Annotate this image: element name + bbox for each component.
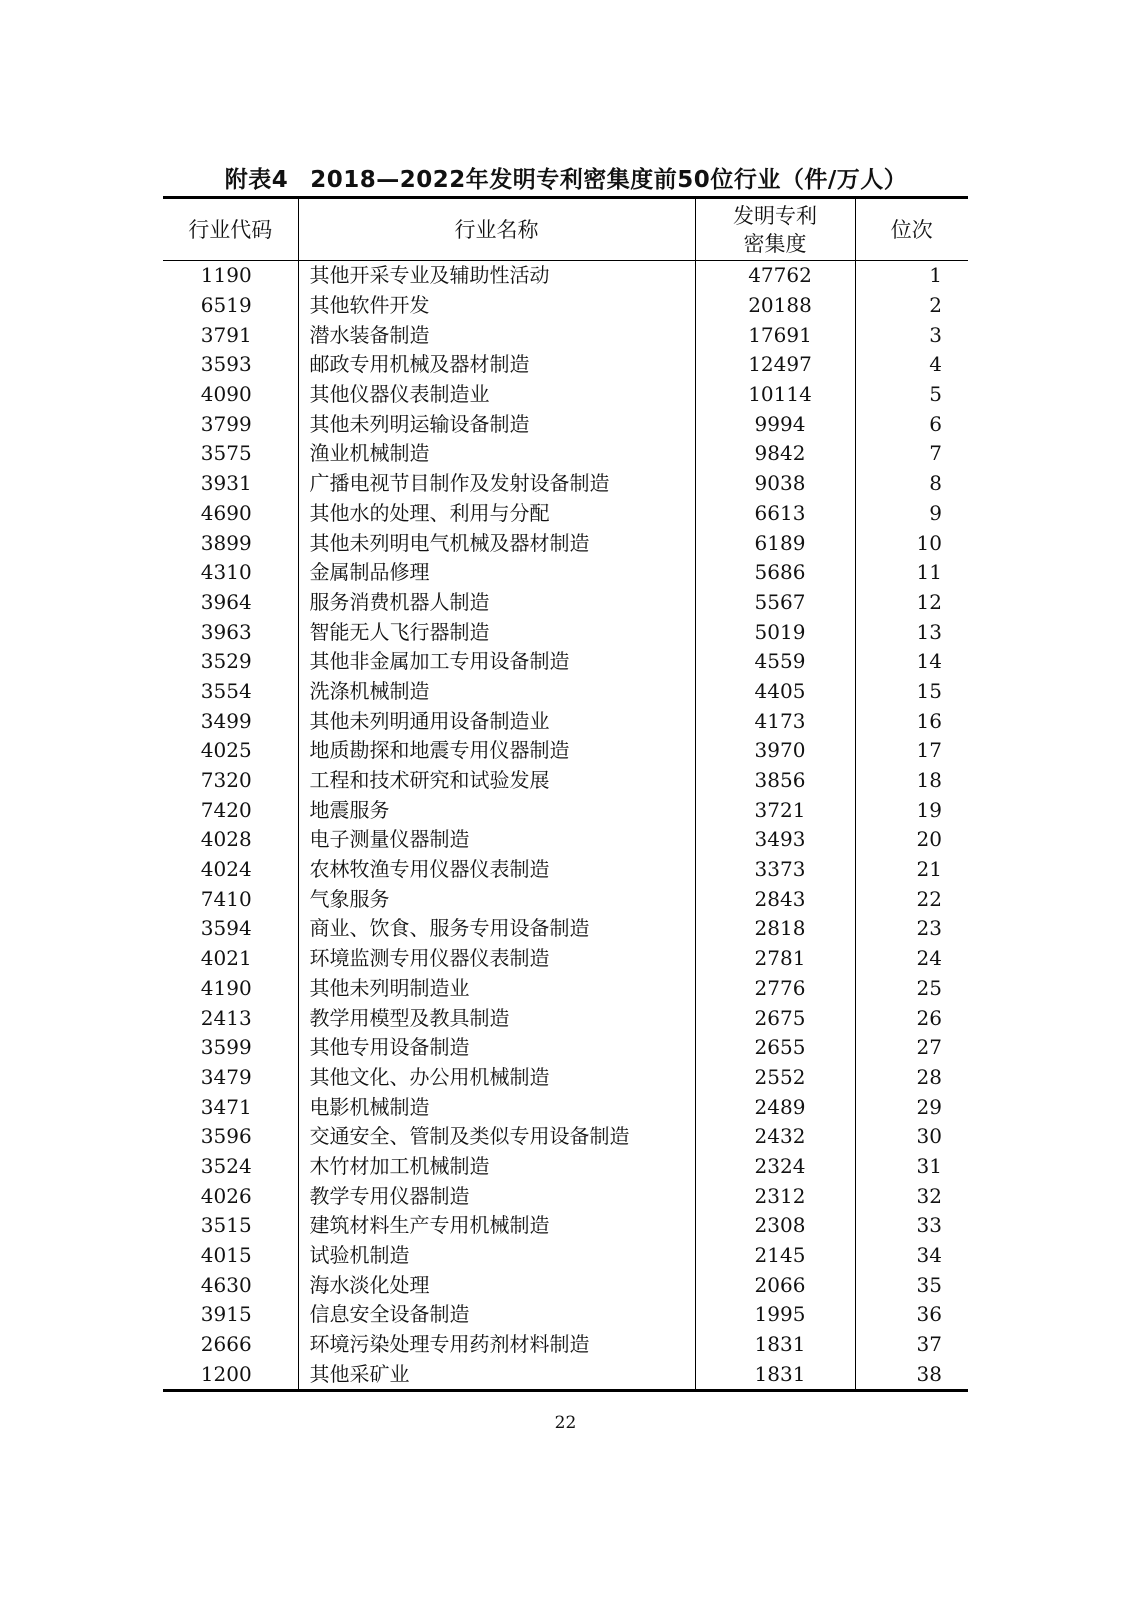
cell-patent-density: 2432 bbox=[695, 1122, 855, 1152]
cell-industry-name: 渔业机械制造 bbox=[298, 439, 695, 469]
table-title bbox=[160, 161, 972, 194]
cell-patent-density: 2843 bbox=[695, 884, 855, 914]
header-rank: 位次 bbox=[855, 198, 968, 261]
cell-industry-code: 3799 bbox=[163, 409, 298, 439]
cell-industry-code: 3915 bbox=[163, 1300, 298, 1330]
cell-rank: 33 bbox=[916, 1213, 942, 1238]
table-row bbox=[163, 499, 968, 529]
table-row bbox=[163, 914, 968, 944]
cell-rank: 29 bbox=[916, 1094, 942, 1119]
cell-industry-name: 服务消费机器人制造 bbox=[298, 588, 695, 618]
cell-rank: 1 bbox=[929, 263, 942, 288]
cell-patent-density: 2675 bbox=[695, 1003, 855, 1033]
cell-patent-density: 3721 bbox=[695, 795, 855, 825]
table-row bbox=[163, 588, 968, 618]
cell-industry-code: 3899 bbox=[163, 528, 298, 558]
cell-patent-density: 3493 bbox=[695, 825, 855, 855]
cell-patent-density: 5019 bbox=[695, 617, 855, 647]
cell-patent-density: 9842 bbox=[695, 439, 855, 469]
cell-industry-name: 农林牧渔专用仪器仪表制造 bbox=[298, 855, 695, 885]
cell-patent-density: 2308 bbox=[695, 1211, 855, 1241]
cell-industry-code: 3963 bbox=[163, 617, 298, 647]
cell-industry-code: 3931 bbox=[163, 469, 298, 499]
cell-industry-name: 电影机械制造 bbox=[298, 1092, 695, 1122]
cell-patent-density: 4559 bbox=[695, 647, 855, 677]
table-row bbox=[163, 528, 968, 558]
cell-rank: 5 bbox=[929, 382, 942, 407]
table-row bbox=[163, 1063, 968, 1093]
cell-industry-code: 4028 bbox=[163, 825, 298, 855]
cell-industry-code: 4024 bbox=[163, 855, 298, 885]
cell-industry-code: 3594 bbox=[163, 914, 298, 944]
table-row bbox=[163, 944, 968, 974]
table-row bbox=[163, 825, 968, 855]
cell-patent-density: 47762 bbox=[695, 261, 855, 291]
table-title-text: 2018—2022年发明专利密集度前50位行业（件/万人） bbox=[310, 167, 908, 193]
table-row bbox=[163, 795, 968, 825]
table-row bbox=[163, 261, 968, 291]
cell-patent-density: 1831 bbox=[695, 1359, 855, 1390]
cell-patent-density: 3970 bbox=[695, 736, 855, 766]
cell-patent-density: 1831 bbox=[695, 1330, 855, 1360]
cell-industry-code: 4310 bbox=[163, 558, 298, 588]
cell-industry-name: 智能无人飞行器制造 bbox=[298, 617, 695, 647]
cell-industry-name: 其他未列明通用设备制造业 bbox=[298, 706, 695, 736]
cell-industry-name: 地震服务 bbox=[298, 795, 695, 825]
cell-industry-name: 其他软件开发 bbox=[298, 291, 695, 321]
cell-industry-name: 其他文化、办公用机械制造 bbox=[298, 1063, 695, 1093]
cell-patent-density: 4405 bbox=[695, 677, 855, 707]
cell-rank: 18 bbox=[916, 768, 942, 793]
table-row bbox=[163, 736, 968, 766]
cell-industry-name: 教学专用仪器制造 bbox=[298, 1181, 695, 1211]
cell-industry-name: 地质勘探和地震专用仪器制造 bbox=[298, 736, 695, 766]
table-row bbox=[163, 380, 968, 410]
cell-industry-name: 交通安全、管制及类似专用设备制造 bbox=[298, 1122, 695, 1152]
header-patent-density-line2: 密集度 bbox=[743, 231, 807, 256]
cell-patent-density: 2655 bbox=[695, 1033, 855, 1063]
cell-industry-code: 1190 bbox=[163, 261, 298, 291]
cell-rank: 17 bbox=[916, 738, 942, 763]
cell-industry-name: 其他开采专业及辅助性活动 bbox=[298, 261, 695, 291]
cell-industry-code: 4015 bbox=[163, 1241, 298, 1271]
cell-rank: 3 bbox=[929, 322, 942, 347]
cell-industry-code: 3791 bbox=[163, 320, 298, 350]
cell-rank: 24 bbox=[916, 946, 942, 971]
table-row bbox=[163, 1211, 968, 1241]
table-body bbox=[163, 261, 968, 1391]
cell-patent-density: 2776 bbox=[695, 974, 855, 1004]
cell-rank: 16 bbox=[916, 708, 942, 733]
cell-industry-code: 3515 bbox=[163, 1211, 298, 1241]
cell-industry-code: 3479 bbox=[163, 1063, 298, 1093]
cell-patent-density: 3856 bbox=[695, 766, 855, 796]
cell-rank: 31 bbox=[916, 1153, 942, 1178]
table-row bbox=[163, 350, 968, 380]
cell-industry-name: 其他仪器仪表制造业 bbox=[298, 380, 695, 410]
cell-rank: 32 bbox=[916, 1183, 942, 1208]
table-row bbox=[163, 1270, 968, 1300]
cell-rank: 14 bbox=[916, 649, 942, 674]
cell-industry-name: 洗涤机械制造 bbox=[298, 677, 695, 707]
table-row bbox=[163, 439, 968, 469]
cell-industry-code: 4021 bbox=[163, 944, 298, 974]
header-patent-density-line1: 发明专利 bbox=[733, 203, 817, 228]
cell-rank: 35 bbox=[916, 1272, 942, 1297]
cell-industry-code: 4630 bbox=[163, 1270, 298, 1300]
table-row bbox=[163, 1330, 968, 1360]
table-row bbox=[163, 766, 968, 796]
cell-patent-density: 12497 bbox=[695, 350, 855, 380]
table-row bbox=[163, 1152, 968, 1182]
cell-rank: 36 bbox=[916, 1302, 942, 1327]
cell-industry-code: 3599 bbox=[163, 1033, 298, 1063]
cell-industry-code: 2666 bbox=[163, 1330, 298, 1360]
cell-industry-name: 其他水的处理、利用与分配 bbox=[298, 499, 695, 529]
cell-industry-code: 4026 bbox=[163, 1181, 298, 1211]
cell-patent-density: 2066 bbox=[695, 1270, 855, 1300]
table-row bbox=[163, 409, 968, 439]
cell-industry-name: 工程和技术研究和试验发展 bbox=[298, 766, 695, 796]
cell-patent-density: 2489 bbox=[695, 1092, 855, 1122]
table-row bbox=[163, 1181, 968, 1211]
cell-industry-name: 广播电视节目制作及发射设备制造 bbox=[298, 469, 695, 499]
cell-patent-density: 2818 bbox=[695, 914, 855, 944]
cell-rank: 19 bbox=[916, 797, 942, 822]
page-number: 22 bbox=[554, 1413, 577, 1433]
table-header-row bbox=[163, 198, 968, 261]
table-row bbox=[163, 855, 968, 885]
cell-rank: 26 bbox=[916, 1005, 942, 1030]
cell-industry-name: 邮政专用机械及器材制造 bbox=[298, 350, 695, 380]
cell-industry-name: 信息安全设备制造 bbox=[298, 1300, 695, 1330]
cell-industry-name: 气象服务 bbox=[298, 884, 695, 914]
cell-rank: 21 bbox=[916, 857, 942, 882]
cell-industry-name: 环境监测专用仪器仪表制造 bbox=[298, 944, 695, 974]
table-row bbox=[163, 320, 968, 350]
table-row bbox=[163, 1359, 968, 1390]
table-row bbox=[163, 617, 968, 647]
cell-rank: 7 bbox=[929, 441, 942, 466]
cell-industry-code: 7410 bbox=[163, 884, 298, 914]
table-row bbox=[163, 1033, 968, 1063]
cell-patent-density: 9038 bbox=[695, 469, 855, 499]
table-row bbox=[163, 291, 968, 321]
cell-industry-name: 海水淡化处理 bbox=[298, 1270, 695, 1300]
header-patent-density bbox=[695, 198, 855, 261]
table-row bbox=[163, 1300, 968, 1330]
cell-rank: 12 bbox=[916, 589, 942, 614]
cell-industry-code: 3596 bbox=[163, 1122, 298, 1152]
cell-patent-density: 4173 bbox=[695, 706, 855, 736]
table-row bbox=[163, 469, 968, 499]
cell-industry-code: 3529 bbox=[163, 647, 298, 677]
cell-rank: 25 bbox=[916, 975, 942, 1000]
cell-industry-code: 7320 bbox=[163, 766, 298, 796]
cell-patent-density: 5686 bbox=[695, 558, 855, 588]
table-row bbox=[163, 647, 968, 677]
cell-rank: 34 bbox=[916, 1243, 942, 1268]
cell-industry-code: 6519 bbox=[163, 291, 298, 321]
cell-industry-code: 7420 bbox=[163, 795, 298, 825]
cell-industry-code: 3554 bbox=[163, 677, 298, 707]
cell-patent-density: 6613 bbox=[695, 499, 855, 529]
cell-industry-name: 其他未列明制造业 bbox=[298, 974, 695, 1004]
cell-rank: 37 bbox=[916, 1332, 942, 1357]
cell-industry-name: 环境污染处理专用药剂材料制造 bbox=[298, 1330, 695, 1360]
cell-patent-density: 6189 bbox=[695, 528, 855, 558]
cell-rank: 28 bbox=[916, 1064, 942, 1089]
cell-industry-name: 电子测量仪器制造 bbox=[298, 825, 695, 855]
cell-patent-density: 3373 bbox=[695, 855, 855, 885]
table-row bbox=[163, 1003, 968, 1033]
cell-patent-density: 2781 bbox=[695, 944, 855, 974]
cell-rank: 11 bbox=[916, 560, 942, 585]
cell-industry-code: 3575 bbox=[163, 439, 298, 469]
cell-patent-density: 10114 bbox=[695, 380, 855, 410]
cell-industry-code: 3964 bbox=[163, 588, 298, 618]
cell-patent-density: 2145 bbox=[695, 1241, 855, 1271]
cell-rank: 22 bbox=[916, 886, 942, 911]
cell-rank: 30 bbox=[916, 1124, 942, 1149]
cell-patent-density: 9994 bbox=[695, 409, 855, 439]
cell-rank: 15 bbox=[916, 678, 942, 703]
cell-industry-code: 4190 bbox=[163, 974, 298, 1004]
cell-industry-name: 其他采矿业 bbox=[298, 1359, 695, 1390]
cell-industry-name: 潜水装备制造 bbox=[298, 320, 695, 350]
cell-industry-name: 教学用模型及教具制造 bbox=[298, 1003, 695, 1033]
table-row bbox=[163, 1241, 968, 1271]
cell-rank: 38 bbox=[916, 1361, 942, 1386]
cell-industry-code: 4090 bbox=[163, 380, 298, 410]
cell-patent-density: 20188 bbox=[695, 291, 855, 321]
cell-industry-name: 其他专用设备制造 bbox=[298, 1033, 695, 1063]
cell-industry-code: 1200 bbox=[163, 1359, 298, 1390]
cell-industry-name: 金属制品修理 bbox=[298, 558, 695, 588]
cell-rank: 27 bbox=[916, 1035, 942, 1060]
cell-patent-density: 1995 bbox=[695, 1300, 855, 1330]
cell-patent-density: 5567 bbox=[695, 588, 855, 618]
cell-rank: 23 bbox=[916, 916, 942, 941]
cell-industry-code: 3471 bbox=[163, 1092, 298, 1122]
cell-industry-code: 3499 bbox=[163, 706, 298, 736]
cell-industry-name: 木竹材加工机械制造 bbox=[298, 1152, 695, 1182]
table-row bbox=[163, 558, 968, 588]
table-row bbox=[163, 974, 968, 1004]
table-row bbox=[163, 1122, 968, 1152]
cell-industry-name: 其他非金属加工专用设备制造 bbox=[298, 647, 695, 677]
cell-industry-code: 3524 bbox=[163, 1152, 298, 1182]
table-row bbox=[163, 706, 968, 736]
table-row bbox=[163, 677, 968, 707]
cell-industry-name: 其他未列明运输设备制造 bbox=[298, 409, 695, 439]
cell-industry-code: 2413 bbox=[163, 1003, 298, 1033]
patent-density-table bbox=[163, 196, 968, 1392]
cell-patent-density: 17691 bbox=[695, 320, 855, 350]
cell-industry-name: 其他未列明电气机械及器材制造 bbox=[298, 528, 695, 558]
header-industry-code: 行业代码 bbox=[163, 198, 298, 261]
cell-rank: 13 bbox=[916, 619, 942, 644]
cell-industry-name: 商业、饮食、服务专用设备制造 bbox=[298, 914, 695, 944]
cell-industry-code: 4690 bbox=[163, 499, 298, 529]
cell-rank: 4 bbox=[929, 352, 942, 377]
cell-patent-density: 2312 bbox=[695, 1181, 855, 1211]
cell-industry-name: 建筑材料生产专用机械制造 bbox=[298, 1211, 695, 1241]
cell-industry-name: 试验机制造 bbox=[298, 1241, 695, 1271]
cell-rank: 20 bbox=[916, 827, 942, 852]
cell-industry-code: 3593 bbox=[163, 350, 298, 380]
table-row bbox=[163, 884, 968, 914]
cell-rank: 8 bbox=[929, 471, 942, 496]
cell-rank: 10 bbox=[916, 530, 942, 555]
cell-patent-density: 2552 bbox=[695, 1063, 855, 1093]
table-title-prefix: 附表4 bbox=[224, 167, 289, 193]
table-row bbox=[163, 1092, 968, 1122]
cell-industry-code: 4025 bbox=[163, 736, 298, 766]
header-industry-name: 行业名称 bbox=[298, 198, 695, 261]
cell-rank: 9 bbox=[929, 500, 942, 525]
cell-rank: 6 bbox=[929, 411, 942, 436]
cell-patent-density: 2324 bbox=[695, 1152, 855, 1182]
cell-rank: 2 bbox=[929, 293, 942, 318]
